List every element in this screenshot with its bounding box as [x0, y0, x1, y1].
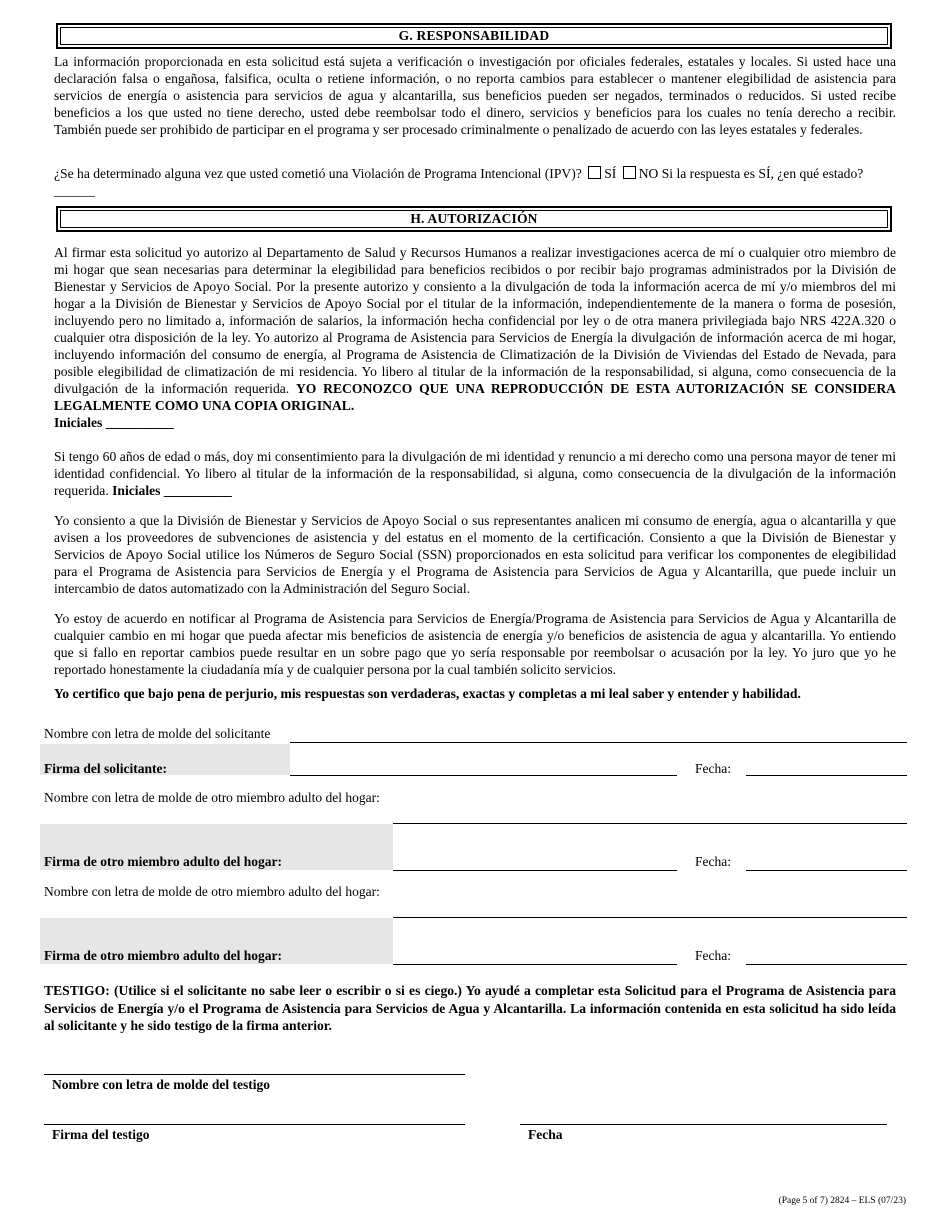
adult2-date-label: Fecha: [695, 948, 731, 963]
authorization-bold-text: YO RECONOZCO QUE UNA REPRODUCCIÓN DE ESTA AUTORIZACIÓN SE CONSIDERA LEGALMENTE COMO UNA COPIA ORIGINAL. [54, 381, 896, 413]
senior-consent-text: Si tengo 60 años de edad o más, doy mi consentimiento para la divulgación de mi identidad y renuncio a mi derecho como una persona mayor de tener mi identidad confidencial. Yo libero al titular de la información de la responsabilidad, si alguna, como consecuencia de la divulgación de la información requerida. [54, 449, 896, 498]
authorization-text: Al firmar esta solicitud yo autorizo al Departamento de Salud y Recursos Humanos a realizar investigaciones acerca de mí o cualquier otro miembro de mi hogar que sean necesarias para determinar la elegibilidad para beneficios recibidos o por recibir bajo programas administrados por la División de Bienestar y Servicios de Apoyo Social. Por la presente autorizo y consiento a la divulgación de toda la información acerca de mí y/o miembros del mi hogar a la División de Bienestar y Servicios de Apoyo Social por el titular de la información, independientemente de la manera o forma de posesión, incluyendo pero no limitado a, información de salarios, la información hecha confidencial por ley o de otra manera privilegiada bajo NRS 422A.320 o cualquier otra disposición de la ley. Yo autorizo al Programa de Asistencia para Servicios de Energía la divulgación de información acerca de mi hogar, incluyendo información del consumo de energía, al Programa de Asistencia de Climatización de la División de Viviendas del Estado de Nevada, para posible elegibilidad de climatización de mi residencia. Yo libero al titular de la información de la responsabilidad, si alguna, como consecuencia de la divulgación de la información requerida. [54, 245, 896, 396]
ipv-no-checkbox[interactable] [623, 166, 636, 179]
adult2-name-label: Nombre con letra de molde de otro miembro adulto del hogar: [44, 884, 380, 899]
witness-date-label: Fecha [528, 1127, 563, 1142]
initials-field-1[interactable]: Iniciales __________ [54, 415, 174, 430]
section-g-header [56, 23, 892, 49]
applicant-name-label: Nombre con letra de molde del solicitante [44, 726, 271, 741]
ipv-question: ¿Se ha determinado alguna vez que usted cometió una Violación de Programa Intencional (IPV)? [54, 166, 582, 181]
witness-name-label: Nombre con letra de molde del testigo [52, 1077, 270, 1092]
adult1-name-label: Nombre con letra de molde de otro miembro adulto del hogar: [44, 790, 380, 805]
adult2-sig-field[interactable] [393, 964, 677, 965]
section-g-title: G. RESPONSABILIDAD [398, 28, 550, 43]
witness-sig-field[interactable] [44, 1124, 465, 1125]
adult1-date-label: Fecha: [695, 854, 731, 869]
usage-consent-paragraph: Yo consiento a que la División de Bienestar y Servicios de Apoyo Social o sus representantes analicen mi consumo de energía, agua o alcantarilla y que avisen a los proveedores de subvenciones de asistencia y del estatus en el momento de la certificación. Consiento a que la División de Bienestar y Servicios de Apoyo Social utilice los Números de Seguro Social (SSN) proporcionados en esta solicitud para verificar los componentes de elegibilidad para el Programa de Asistencia para Servicios de Energía y el Programa de Asistencia para Servicios de Agua y Alcantarilla, que puede incluir un intercambio de datos automatizado con la Administración del Seguro Social. [54, 513, 896, 596]
adult1-name-field[interactable] [393, 823, 907, 824]
state-question: Si la respuesta es SÍ, ¿en qué estado? [661, 166, 864, 181]
notify-changes-paragraph: Yo estoy de acuerdo en notificar al Programa de Asistencia para Servicios de Energía/Programa de Asistencia para Servicios de Agua y Alcantarilla de cualquier cambio en mi hogar que pueda afectar mis beneficios de asistencia de energía y/o beneficios de asistencia de agua y alcantarilla. Yo entiendo que si fallo en reportar cambios puede resultar en un sobre pago que yo sería responsable por reembolsar o acusación por la ley. Yo juro que yo he reportado honestamente la ciudadanía mía y de cualquier persona por la cual también solicito servicios. [54, 611, 896, 677]
witness-sig-label: Firma del testigo [52, 1127, 150, 1142]
ipv-no-label: NO [638, 166, 659, 181]
perjury-certification: Yo certifico que bajo pena de perjurio, mis respuestas son verdaderas, exactas y completas a mi leal saber y entender y habilidad. [54, 686, 801, 701]
adult1-date-field[interactable] [746, 870, 907, 871]
section-h-title: H. AUTORIZACIÓN [410, 211, 538, 226]
initials-field-2[interactable]: Iniciales __________ [112, 483, 232, 498]
applicant-date-field[interactable] [746, 775, 907, 776]
applicant-name-field[interactable] [290, 742, 907, 743]
ipv-yes-checkbox[interactable] [588, 166, 601, 179]
state-blank[interactable]: ______ [54, 183, 95, 198]
authorization-paragraph [54, 244, 896, 431]
adult1-sig-field[interactable] [393, 870, 677, 871]
responsibility-paragraph: La información proporcionada en esta solicitud está sujeta a verificación o investigación por oficiales federales, estatales y locales. Si usted hace una declaración falsa o engañosa, falsifica, oculta o retiene información, o no reporta cambios para establecer o mantener elegibilidad de asistencia para servicios de energía o asistencia para servicios de agua y alcantarilla, sus beneficios pueden ser negados, terminados o reducidos. Si usted recibe beneficios a los que usted no tiene derecho, usted debe reembolsar todo el dinero, servicios y beneficios para los cuales no tenía derecho a recibir. También puede ser prohibido de participar en el programa y ser procesado criminalmente o penalizado de acuerdo con las leyes estatales y federales. [54, 54, 896, 137]
adult2-date-field[interactable] [746, 964, 907, 965]
applicant-sig-field[interactable] [290, 775, 677, 776]
witness-statement: TESTIGO: (Utilice si el solicitante no sabe leer o escribir o si es ciego.) Yo ayudé a completar esta Solicitud para el Programa de Asistencia para Servicios de Energía y/o el Programa de Asistencia para Servicios de Agua y Alcantarilla. La información contenida en esta solicitud ha sido leída al solicitante y he sido testigo de la firma anterior. [44, 983, 896, 1033]
senior-consent-paragraph [54, 448, 896, 499]
adult2-sig-label: Firma de otro miembro adulto del hogar: [44, 948, 282, 963]
ipv-yes-label: SÍ [604, 166, 617, 181]
adult1-sig-label: Firma de otro miembro adulto del hogar: [44, 854, 282, 869]
witness-name-field[interactable] [44, 1074, 465, 1075]
section-h-header [56, 206, 892, 232]
adult2-name-field[interactable] [393, 917, 907, 918]
applicant-date-label: Fecha: [695, 761, 731, 776]
witness-date-field[interactable] [520, 1124, 887, 1125]
page-footer: (Page 5 of 7) 2824 – ELS (07/23) [778, 1196, 906, 1206]
ipv-question-block [54, 165, 896, 199]
applicant-sig-label: Firma del solicitante: [44, 761, 167, 776]
